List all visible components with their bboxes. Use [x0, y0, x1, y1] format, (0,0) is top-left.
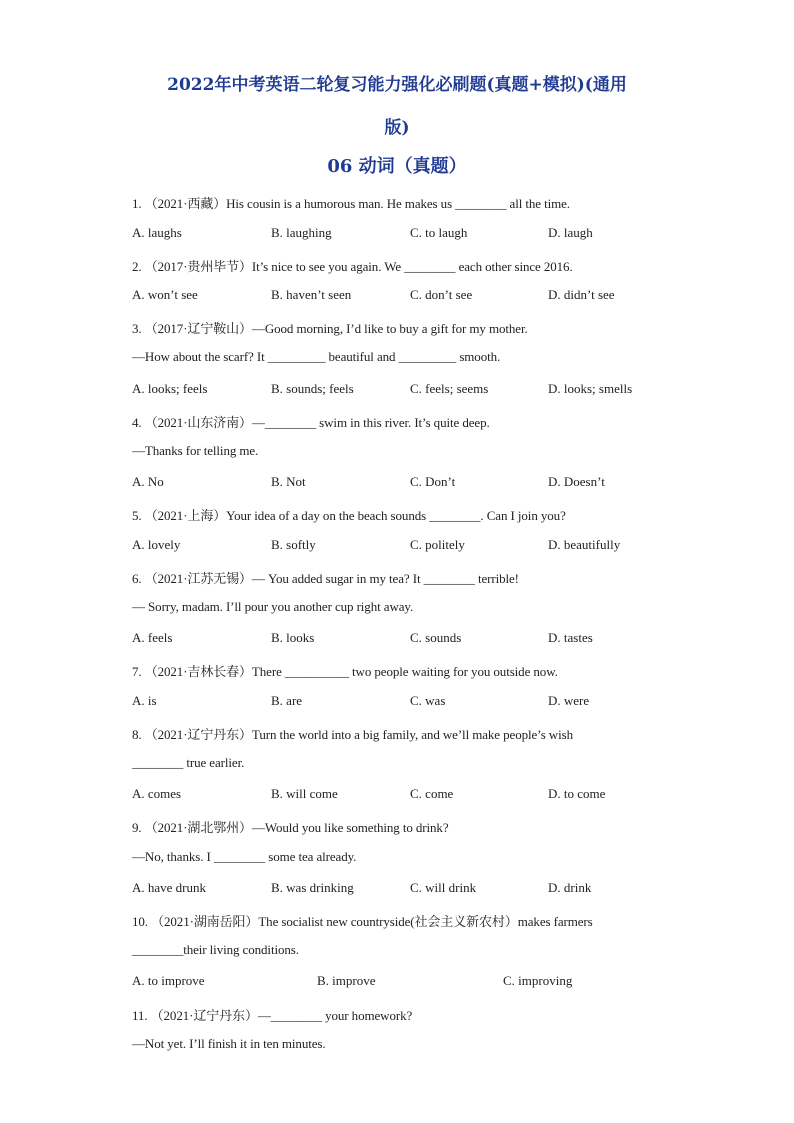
question-7-option-c: C. was: [410, 693, 446, 708]
question-6-option-c: C. sounds: [410, 630, 462, 645]
question-4-option-d: D. Doesn’t: [548, 474, 605, 489]
question-11-stem-continued: —Not yet. I’ll finish it in ten minutes.: [132, 1036, 326, 1051]
question-3-stem-continued: —How about the scarf? It _________ beautiful and _________ smooth.: [132, 349, 501, 364]
question-1-option-a: A. laughs: [132, 225, 182, 240]
question-7-option-d: D. were: [548, 693, 590, 708]
question-3-option-d: D. looks; smells: [548, 381, 633, 396]
question-2-stem: 2. （2017·贵州毕节）It’s nice to see you again. We ________ each other since 2016.: [132, 259, 573, 274]
question-8-option-c: C. come: [410, 786, 454, 801]
question-2-option-d: D. didn’t see: [548, 287, 615, 302]
question-4-stem-continued: —Thanks for telling me.: [132, 443, 259, 458]
question-10-stem: 10. （2021·湖南岳阳）The socialist new countryside(社会主义新农村）makes farmers: [132, 914, 593, 929]
question-3-option-c: C. feels; seems: [410, 381, 489, 396]
question-3-option-a: A. looks; feels: [132, 381, 208, 396]
document-title: 2022年中考英语二轮复习能力强化必刷题(真题+模拟)(通用: [167, 75, 627, 95]
question-7-option-a: A. is: [132, 693, 157, 708]
question-9-option-c: C. will drink: [410, 880, 477, 895]
question-6-option-d: D. tastes: [548, 630, 593, 645]
question-11-stem: 11. （2021·辽宁丹东）—________ your homework?: [132, 1008, 413, 1023]
question-2-option-b: B. haven’t seen: [271, 287, 352, 302]
document-title-continued: 版): [384, 118, 410, 138]
question-7-stem: 7. （2021·吉林长春）There __________ two people waiting for you outside now.: [132, 664, 558, 679]
question-10-option-c: C. improving: [503, 973, 573, 988]
question-5-option-a: A. lovely: [132, 537, 181, 552]
question-9-option-b: B. was drinking: [271, 880, 354, 895]
question-3-stem: 3. （2017·辽宁鞍山）—Good morning, I’d like to buy a gift for my mother.: [132, 321, 528, 336]
question-5-option-b: B. softly: [271, 537, 316, 552]
question-1-stem: 1. （2021·西藏）His cousin is a humorous man. He makes us ________ all the time.: [132, 196, 570, 211]
question-4-option-b: B. Not: [271, 474, 306, 489]
question-8-stem-continued: ________ true earlier.: [132, 755, 245, 770]
question-2-option-a: A. won’t see: [132, 287, 198, 302]
question-9-option-d: D. drink: [548, 880, 592, 895]
question-3-option-b: B. sounds; feels: [271, 381, 354, 396]
question-6-stem-continued: — Sorry, madam. I’ll pour you another cup right away.: [132, 599, 414, 614]
question-8-option-d: D. to come: [548, 786, 606, 801]
question-5-option-d: D. beautifully: [548, 537, 621, 552]
question-4-option-a: A. No: [132, 474, 164, 489]
question-10-option-b: B. improve: [317, 973, 376, 988]
question-4-stem: 4. （2021·山东济南）—________ swim in this river. It’s quite deep.: [132, 415, 490, 430]
question-9-stem-continued: —No, thanks. I ________ some tea already.: [132, 849, 357, 864]
question-9-stem: 9. （2021·湖北鄂州）—Would you like something to drink?: [132, 820, 449, 835]
question-1-option-b: B. laughing: [271, 225, 332, 240]
question-2-option-c: C. don’t see: [410, 287, 473, 302]
question-8-option-a: A. comes: [132, 786, 182, 801]
question-6-option-b: B. looks: [271, 630, 315, 645]
question-1-option-d: D. laugh: [548, 225, 593, 240]
question-5-stem: 5. （2021·上海）Your idea of a day on the beach sounds ________. Can I join you?: [132, 508, 566, 523]
question-9-option-a: A. have drunk: [132, 880, 207, 895]
question-7-option-b: B. are: [271, 693, 303, 708]
question-10-option-a: A. to improve: [132, 973, 205, 988]
question-6-option-a: A. feels: [132, 630, 173, 645]
question-8-option-b: B. will come: [271, 786, 338, 801]
question-6-stem: 6. （2021·江苏无锡）— You added sugar in my tea? It ________ terrible!: [132, 571, 519, 586]
question-5-option-c: C. politely: [410, 537, 465, 552]
question-10-stem-continued: ________their living conditions.: [132, 942, 299, 957]
section-heading: 06 动词（真题）: [327, 156, 467, 177]
question-4-option-c: C. Don’t: [410, 474, 456, 489]
question-1-option-c: C. to laugh: [410, 225, 468, 240]
question-8-stem: 8. （2021·辽宁丹东）Turn the world into a big family, and we’ll make people’s wish: [132, 727, 573, 742]
